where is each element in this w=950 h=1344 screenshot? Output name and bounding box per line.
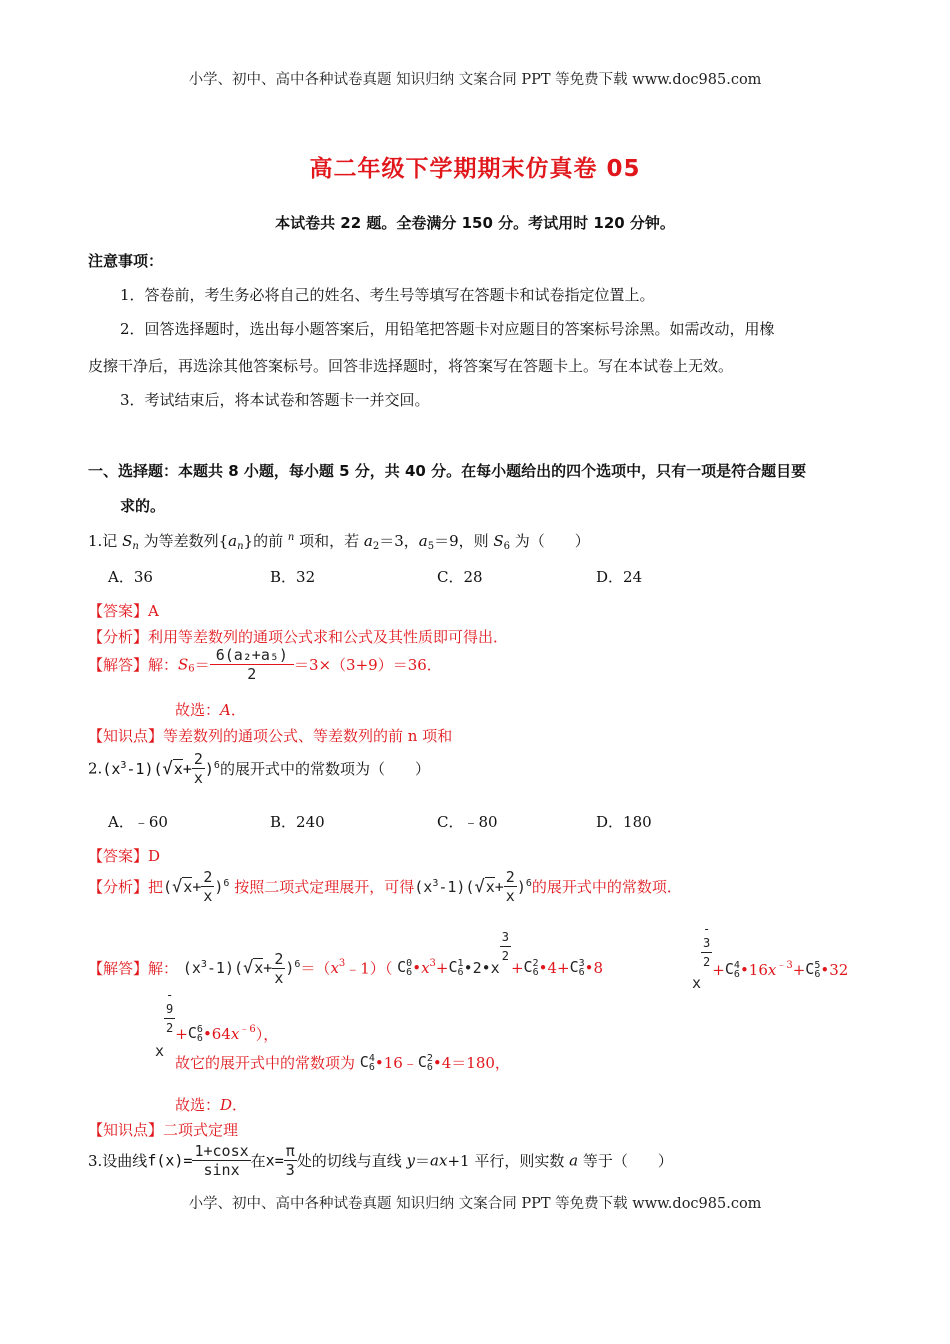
q2-option-c: C．﹣80 xyxy=(437,813,498,831)
question-3-stem: 3.设曲线f(x)= $\frac{1+\cos x}{\sin x}$ 在x= $\frac{\pi}{3}$ 处的切线与直线 y＝ax+1 平行，则实数 a 等于（ ） xyxy=(88,1142,673,1179)
q2-solution-line-1-tail: x - 3 2 $+C^4_6•16x^{﹣3}+C^5_6•32$ xyxy=(692,922,849,992)
q2-knowledge: 【知识点】二项式定理 xyxy=(88,1121,239,1139)
note-1: 1．答卷前，考生务必将自己的姓名、考生号等填写在答题卡和试卷指定位置上。 xyxy=(120,286,655,304)
q2-solution-line-1: 【解答】解： $(x^3-1)(√x+$ $\frac{2}{x}$ )$^6=(x^3﹣1)$（ $C^0_6•x^3+C^1_6•2•x$ $\frac{3}{2}$ $+C^2_6•4+C^3_6•8$ xyxy=(88,930,604,987)
q1-choice: 故选：A． xyxy=(175,701,246,719)
q1-option-a: A．36 xyxy=(108,568,153,586)
page-header: 小学、初中、高中各种试卷真题 知识归纳 文案合同 PPT 等免费下载 www.doc985.com xyxy=(188,72,762,88)
q2-option-b: B．240 xyxy=(270,813,325,831)
q2-solution-line-2: x - 9 2 $+C^6_6•64x^{﹣6}$）， xyxy=(155,988,279,1060)
note-2: 2．回答选择题时，选出每小题答案后，用铅笔把答题卡对应题目的答案标号涂黑。如需改动，用橡 xyxy=(120,320,775,338)
q1-solution: 【解答】解：$S_6=$ $\frac{\text{6(a₂+a₅)}}{2}$ ＝3×（3+9）＝36． xyxy=(88,646,442,683)
note-3: 3．考试结束后，将本试卷和答题卡一并交回。 xyxy=(120,391,430,409)
note-2-continued: 皮擦干净后，再选涂其他答案标号。回答非选择题时，将答案写在答题卡上。写在本试卷上无效。 xyxy=(88,357,734,375)
section-heading: 一、选择题：本题共 8 小题，每小题 5 分，共 40 分。在每小题给出的四个选项中，只有一项是符合题目要 xyxy=(88,462,807,480)
page-footer: 小学、初中、高中各种试卷真题 知识归纳 文案合同 PPT 等免费下载 www.doc985.com xyxy=(188,1196,762,1212)
exam-info: 本试卷共 22 题。全卷满分 150 分。考试用时 120 分钟。 xyxy=(275,214,675,232)
q2-choice: 故选：D． xyxy=(175,1096,248,1114)
q1-option-b: B．32 xyxy=(270,568,316,586)
question-2-stem: $2.(x^3-1)(√x+$ $\frac{2}{x}$ )$^6$的展开式中的常数项为（ ） xyxy=(88,750,430,787)
q1-fraction: $\frac{\text{6(a₂+a₅)}}{2}$ xyxy=(210,646,294,683)
q1-knowledge: 【知识点】等差数列的通项公式、等差数列的前 n 项和 xyxy=(88,727,453,745)
q2-answer: 【答案】D xyxy=(88,847,161,865)
q2-option-a: A．﹣60 xyxy=(108,813,168,831)
notes-heading: 注意事项： xyxy=(88,252,164,270)
q1-analysis: 【分析】利用等差数列的通项公式求和公式及其性质即可得出． xyxy=(88,628,509,646)
q1-option-d: D．24 xyxy=(596,568,643,586)
q1-option-c: C．28 xyxy=(437,568,483,586)
q2-option-d: D．180 xyxy=(596,813,652,831)
q2-analysis: 【分析】把(√x+ $\frac{2}{x}$ )$^6$ 按照二项式定理展开，可得$(x^3-1)(√x+$ $\frac{2}{x}$ )$^6$的展开式中的常数项． xyxy=(88,868,682,905)
section-heading-continued: 求的。 xyxy=(120,497,166,515)
q2-constant-term: 故它的展开式中的常数项为 $C^4_6•16﹣C^2_6•4=180$， xyxy=(175,1052,510,1073)
q1-answer: 【答案】A xyxy=(88,602,159,620)
page-title: 高二年级下学期期末仿真卷 05 xyxy=(309,156,641,182)
question-1-stem: 1.记 $S_n$ 为等差数列$\{a_n\}$的前 $^n$ 项和，若 $a_2=3$，$a_5=9$，则 $S_6$ 为（ ） xyxy=(88,532,590,552)
